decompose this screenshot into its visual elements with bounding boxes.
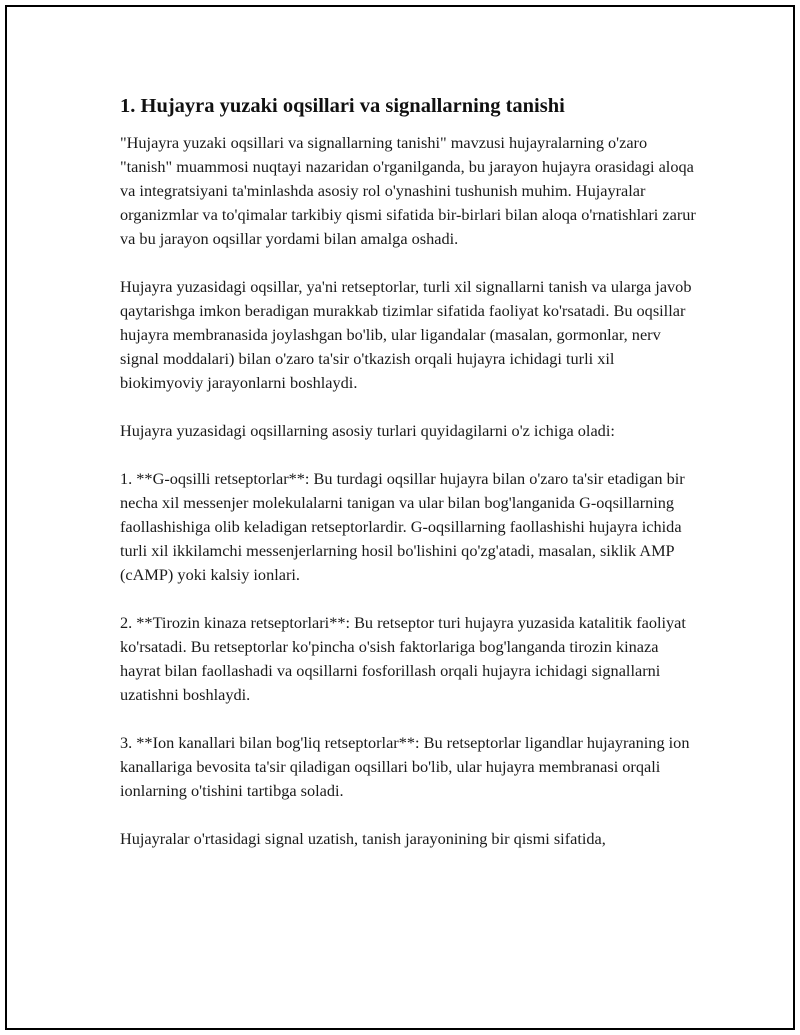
paragraph-types-intro: Hujayra yuzasidagi oqsillarning asosiy turlari quyidagilarni o'z ichiga oladi:: [120, 421, 615, 440]
document-page: [5, 5, 795, 1030]
document-title: 1. Hujayra yuzaki oqsillari va signallarning tanishi: [120, 95, 565, 117]
paragraph-signal-transfer: Hujayralar o'rtasidagi signal uzatish, tanish jarayonining bir qismi sifatida,: [120, 829, 606, 848]
list-item-g-protein: 1. **G-oqsilli retseptorlar**: Bu turdagi oqsillar hujayra bilan o'zaro ta'sir etadigan bir necha xil messenjer molekulalarni tanigan va ular bilan bog'langanida G-oqsillarning faollashishiga olib keladigan retseptorlardir. G-oqsillarning faollashishi hujayra ichida turli xil ikkilamchi messenjerlarning hosil bo'lishini qo'zg'atadi, masalan, siklik AMP (cAMP) yoki kalsiy ionlari.: [120, 469, 685, 584]
list-item-tyrosine-kinase: 2. **Tirozin kinaza retseptorlari**: Bu retseptor turi hujayra yuzasida katalitik faoliyat ko'rsatadi. Bu retseptorlar ko'pincha o'sish faktorlariga bog'langanda tirozin kinaza hayrat bilan faollashadi va oqsillarni fosforillash orqali hujayra ichidagi signallarni uzatishni boshlaydi.: [120, 613, 686, 704]
paragraph-intro: "Hujayra yuzaki oqsillari va signallarning tanishi" mavzusi hujayralarning o'zaro "tanish" muammosi nuqtayi nazaridan o'rganilganda, bu jarayon hujayra orasidagi aloqa va integratsiyani ta'minlashda asosiy rol o'ynashini tushunish muhim. Hujayralar organizmlar va to'qimalar tarkibiy qismi sifatida bir-birlari bilan aloqa o'rnatishlari zarur va bu jarayon oqsillar yordami bilan amalga oshadi.: [120, 133, 696, 248]
document-body: [120, 93, 700, 875]
paragraph-receptors: Hujayra yuzasidagi oqsillar, ya'ni retseptorlar, turli xil signallarni tanish va ularga javob qaytarishga imkon beradigan murakkab tizimlar sifatida faoliyat ko'rsatadi. Bu oqsillar hujayra membranasida joylashgan bo'lib, ular ligandalar (masalan, gormonlar, nerv signal moddalari) bilan o'zaro ta'sir o'tkazish orqali hujayra ichidagi turli xil biokimyoviy jarayonlarni boshlaydi.: [120, 277, 692, 392]
list-item-ion-channel: 3. **Ion kanallari bilan bog'liq retseptorlar**: Bu retseptorlar ligandlar hujayraning ion kanallariga bevosita ta'sir qiladigan oqsillari bo'lib, ular hujayra membranasi orqali ionlarning o'tishini tartibga soladi.: [120, 733, 690, 800]
